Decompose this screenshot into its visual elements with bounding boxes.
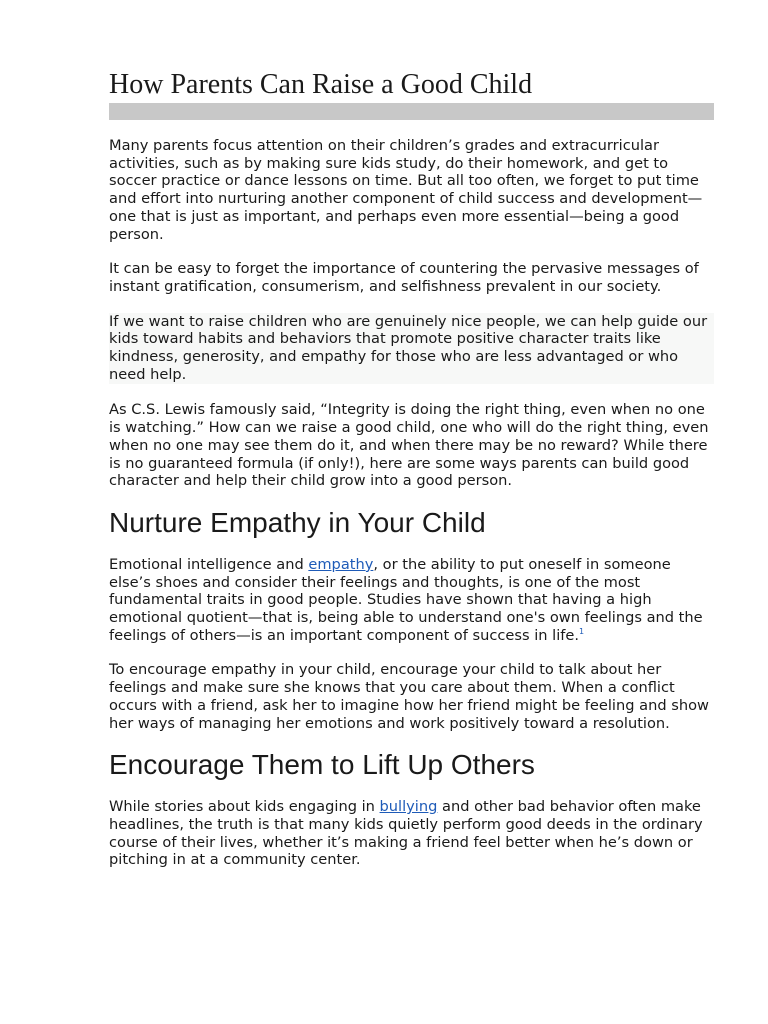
section-heading-empathy: Nurture Empathy in Your Child — [109, 506, 486, 538]
lift-up-text-after: and other bad behavior often make headlines, the truth is that many kids quietly perform good deeds in the ordinary course of their lives, whether it’s making a friend feel better when he’s down or pitching in at a community center. — [109, 798, 703, 869]
intro-paragraph-3: If we want to raise children who are genuinely nice people, we can help guide our kids toward habits and behaviors that promote positive character traits like kindness, generosity, and empathy for those who are less advantaged or who need help. — [109, 313, 714, 385]
intro-paragraph-4: As C.S. Lewis famously said, “Integrity is doing the right thing, even when no one is watching.” How can we raise a good child, one who will do the right thing, even when no one may see them do it, and when there may be no reward? While there is no guaranteed formula (if only!), here are some ways parents can build good character and help their child grow into a good person. — [109, 401, 709, 490]
section-heading-lift-up: Encourage Them to Lift Up Others — [109, 749, 535, 781]
empathy-paragraph-2: To encourage empathy in your child, encourage your child to talk about her feelings and make sure she knows that you care about them. When a conflict occurs with a friend, ask her to imagine how her friend might be feeling and show her ways of managing her emotions and work positively toward a resolution. — [109, 661, 709, 732]
page-title: How Parents Can Raise a Good Child — [109, 69, 533, 100]
document-body — [109, 137, 714, 886]
empathy-link[interactable]: empathy — [308, 555, 374, 573]
empathy-text-after: , or the ability to put oneself in someone else’s shoes and consider their feelings and thoughts, is one of the most fundamental traits in good people. Studies have shown that having a high emotional quotient—that is, being able to understand one's own feelings and the feelings of others—is an important component of success in life. — [109, 555, 703, 644]
empathy-paragraph-1 — [109, 556, 714, 645]
intro-paragraph-1: Many parents focus attention on their children’s grades and extracurricular activities, such as by making sure kids study, do their homework, and get to soccer practice or dance lessons on time. But all too often, we forget to put time and effort into nurturing another component of child success and development—one that is just as important, and perhaps even more essential—being a good person. — [109, 137, 703, 243]
intro-paragraph-2: It can be easy to forget the importance of countering the pervasive messages of instant gratification, consumerism, and selfishness prevalent in our society. — [109, 260, 699, 295]
footnote-marker[interactable]: 1 — [579, 626, 585, 636]
empathy-text-before: Emotional intelligence and — [109, 555, 309, 573]
title-divider-bar — [109, 103, 714, 120]
bullying-link[interactable]: bullying — [379, 798, 438, 816]
lift-up-text-before: While stories about kids engaging in — [109, 798, 380, 816]
lift-up-paragraph-1 — [109, 798, 714, 869]
